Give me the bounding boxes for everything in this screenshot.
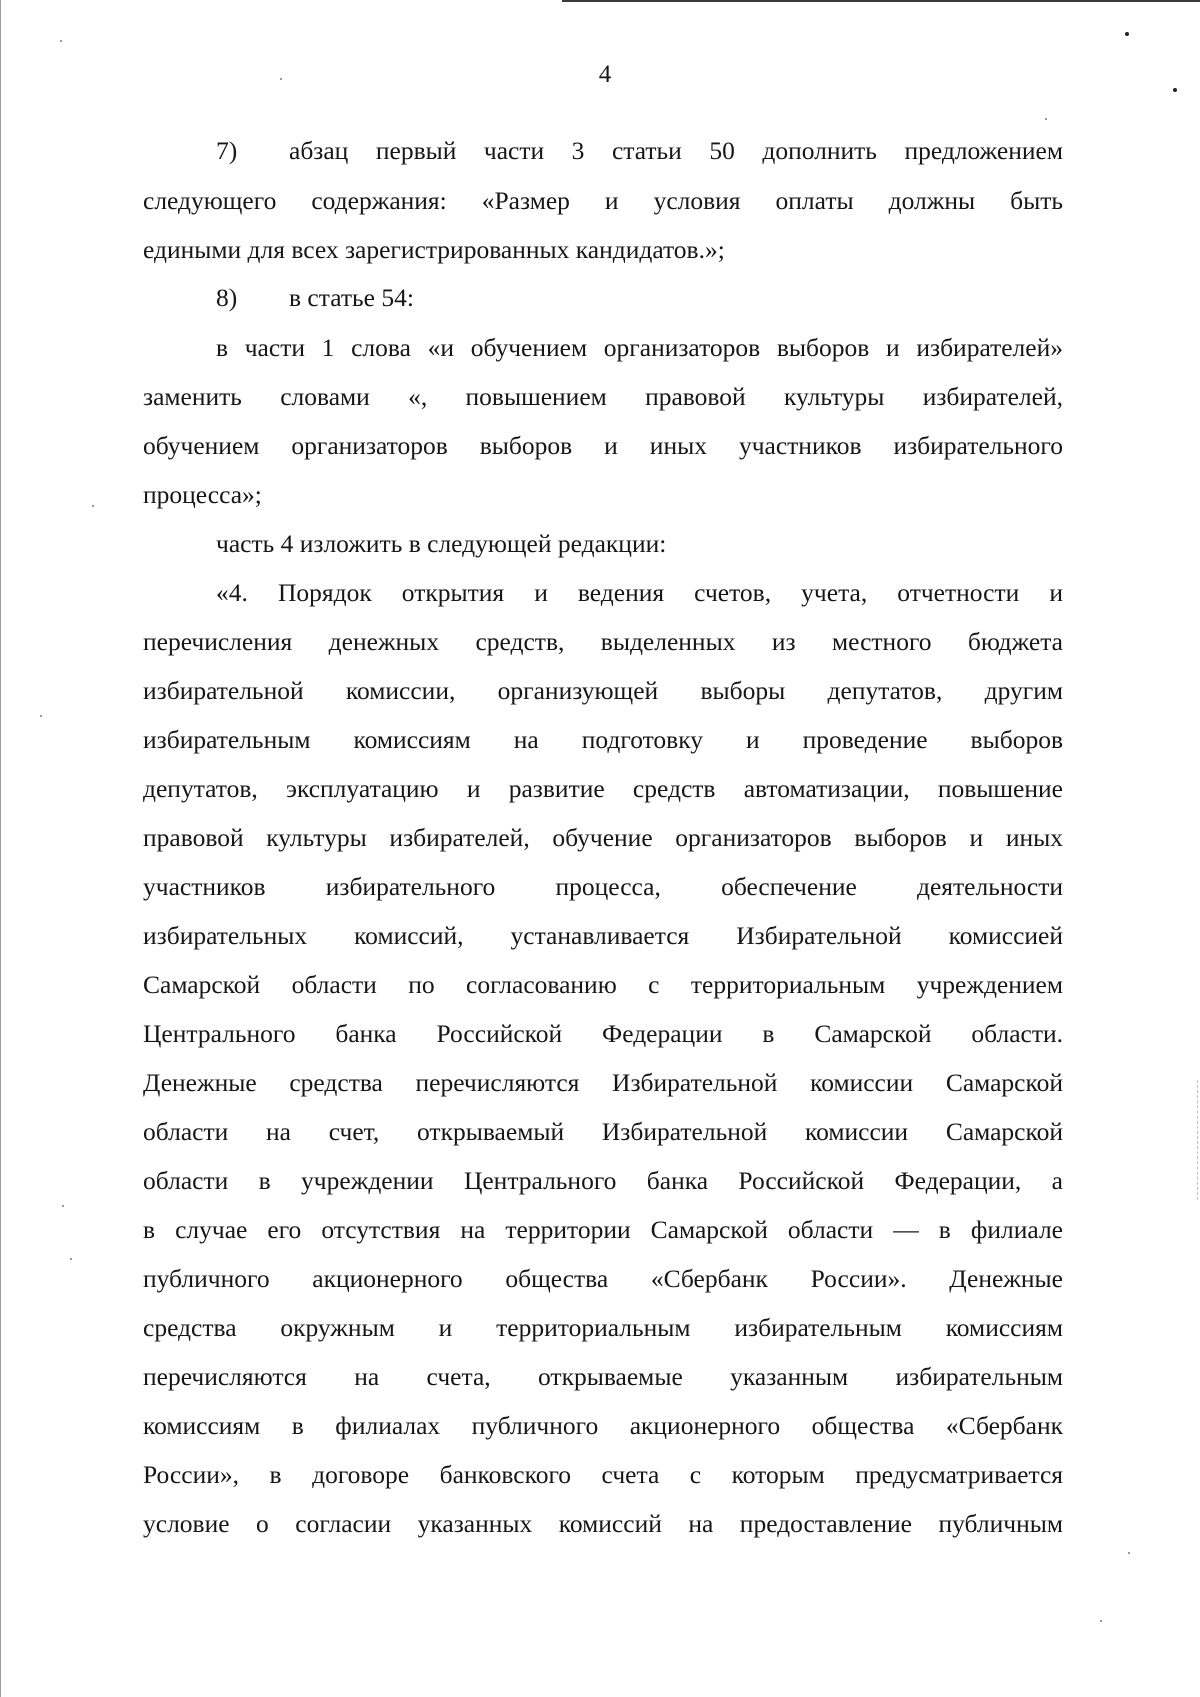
part4-line-13: области в учреждении Центрального банка Российской Федерации, а [143, 1166, 1063, 1195]
item-7-line-3: едиными для всех зарегистрированных кандидатов.»; [143, 235, 725, 264]
part4-line-10: Центрального банка Российской Федерации в Самарской области. [143, 1019, 1063, 1048]
right-scan-edge [1196, 1080, 1198, 1200]
part4-line-8: избирательных комиссий, устанавливается Избирательной комиссией [143, 921, 1063, 950]
part4-line-6: правовой культуры избирателей, обучение организаторов выборов и иных [143, 823, 1063, 852]
scan-speck [1045, 118, 1047, 120]
scan-speck [60, 40, 62, 42]
part4-line-17: перечисляются на счета, открываемые указанным избирательным [143, 1362, 1063, 1391]
part4-line-4: избирательным комиссиям на подготовку и проведение выборов [143, 725, 1063, 754]
scan-speck [70, 1258, 72, 1260]
part4-line-3: избирательной комиссии, организующей выборы депутатов, другим [143, 676, 1063, 705]
part1-line-3: обучением организаторов выборов и иных участников избирательного [143, 431, 1063, 460]
scan-speck [1100, 1620, 1102, 1622]
left-scan-edge [0, 0, 1, 1697]
part4-line-19: России», в договоре банковского счета с которым предусматривается [143, 1460, 1063, 1489]
item-number: 7) [216, 136, 238, 165]
item-number: 8) [216, 283, 238, 312]
top-border-line [562, 0, 1200, 2]
part4-line-16: средства окружным и территориальным избирательным комиссиям [143, 1313, 1063, 1342]
part4-line-1: «4. Порядок открытия и ведения счетов, учета, отчетности и [216, 578, 1063, 607]
scan-speck [92, 505, 94, 507]
part4-line-14: в случае его отсутствия на территории Самарской области — в филиале [143, 1215, 1063, 1244]
scan-speck [1125, 32, 1129, 36]
part4-line-12: области на счет, открываемый Избирательной комиссии Самарской [143, 1117, 1063, 1146]
part4-line-9: Самарской области по согласованию с территориальным учреждением [143, 970, 1063, 999]
page-number: 4 [598, 61, 612, 88]
part4-line-18: комиссиям в филиалах публичного акционерного общества «Сбербанк [143, 1411, 1063, 1440]
part4-line-15: публичного акционерного общества «Сбербанк России». Денежные [143, 1264, 1063, 1293]
scan-speck [1128, 1552, 1130, 1554]
part4-line-20: условие о согласии указанных комиссий на предоставление публичным [143, 1509, 1063, 1538]
part4-line-2: перечисления денежных средств, выделенных из местного бюджета [143, 627, 1063, 656]
part1-line-4: процесса»; [143, 480, 262, 509]
part4-line-5: депутатов, эксплуатацию и развитие средств автоматизации, повышение [143, 774, 1063, 803]
item-8-line-1: в статье 54: [289, 283, 414, 312]
part1-line-1: в части 1 слова «и обучением организаторов выборов и избирателей» [216, 333, 1063, 362]
item-7-line-1: абзац первый части 3 статьи 50 дополнить предложением [289, 136, 1063, 165]
item-7-line-2: следующего содержания: «Размер и условия оплаты должны быть [143, 186, 1063, 215]
part4-line-11: Денежные средства перечисляются Избирательной комиссии Самарской [143, 1068, 1063, 1097]
scan-speck [62, 1205, 64, 1207]
part1-line-2: заменить словами «, повышением правовой культуры избирателей, [143, 382, 1063, 411]
scan-speck [40, 715, 42, 717]
part4-intro: часть 4 изложить в следующей редакции: [216, 529, 667, 558]
part4-line-7: участников избирательного процесса, обеспечение деятельности [143, 872, 1063, 901]
